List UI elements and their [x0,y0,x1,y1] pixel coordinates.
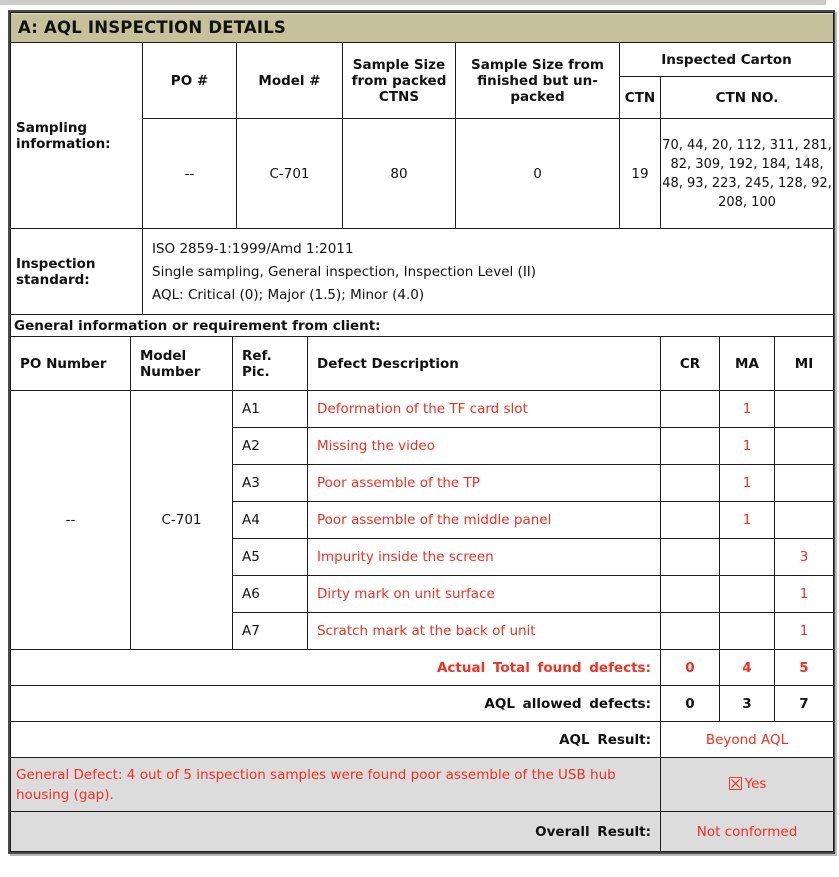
cell-po-value: -- [143,119,237,229]
ma-count-a3: 1 [720,465,775,502]
cell-sample-size-unpacked-value: 0 [456,119,620,229]
checked-checkbox-icon: ☒ [727,774,744,795]
actual-total-ma: 4 [720,650,775,686]
mi-count-a1 [775,391,834,428]
mi-count-a3 [775,465,834,502]
cell-sample-size-packed-value: 80 [343,119,456,229]
actual-total-mi: 5 [775,650,834,686]
ma-count-a5 [720,539,775,576]
aql-allowed-defects-label: AQL allowed defects: [11,686,661,722]
cr-count-a4 [661,502,720,539]
overall-result-label: Overall Result: [11,812,661,852]
ref-pic-a7: A7 [233,613,308,650]
aql-allowed-cr: 0 [661,686,720,722]
cr-count-a3 [661,465,720,502]
column-header-po: PO # [143,43,237,119]
mi-count-a2 [775,428,834,465]
ma-count-a6 [720,576,775,613]
inspection-standard-content [143,229,834,315]
page-title: A: AQL INSPECTION DETAILS [11,13,834,43]
defect-model-value: C-701 [131,391,233,650]
actual-total-defects-label: Actual Total found defects: [11,650,661,686]
ma-count-a1: 1 [720,391,775,428]
aql-allowed-ma: 3 [720,686,775,722]
cr-count-a1 [661,391,720,428]
cell-ctn-value: 19 [620,119,661,229]
column-header-ref-pic: Ref. Pic. [233,337,308,391]
ma-count-a7 [720,613,775,650]
aql-inspection-table [10,12,834,852]
ref-pic-a3: A3 [233,465,308,502]
mi-count-a6: 1 [775,576,834,613]
column-header-sample-size-packed: Sample Size from packed CTNS [343,43,456,119]
inspection-standard-line-2: Single sampling, General inspection, Inspection Level (II) [152,263,537,280]
column-header-defect-description: Defect Description [308,337,661,391]
column-header-sample-size-unpacked: Sample Size from finished but un-packed [456,43,620,119]
sampling-information-label: Sampling information: [11,43,143,229]
mi-count-a4 [775,502,834,539]
column-header-model-number: Model Number [131,337,233,391]
general-defect-yes-cell [661,758,834,812]
overall-result-value: Not conformed [661,812,834,852]
ref-pic-a6: A6 [233,576,308,613]
inspection-standard-line-3: AQL: Critical (0); Major (1.5); Minor (4.0) [152,286,425,303]
defect-description-a4: Poor assemble of the middle panel [308,502,661,539]
aql-result-value: Beyond AQL [661,722,834,758]
defect-row [11,391,834,428]
ma-count-a4: 1 [720,502,775,539]
general-information-heading: General information or requirement from client: [11,315,834,337]
column-header-ctn-no: CTN NO. [661,77,834,119]
column-header-model: Model # [237,43,343,119]
ref-pic-a5: A5 [233,539,308,576]
inspection-standard-label: Inspection standard: [11,229,143,315]
ref-pic-a2: A2 [233,428,308,465]
cr-count-a6 [661,576,720,613]
column-header-ctn: CTN [620,77,661,119]
inspection-standard-line-1: ISO 2859-1:1999/Amd 1:2011 [152,240,354,257]
general-defect-note: General Defect: 4 out of 5 inspection samples were found poor assemble of the USB hub housing (gap). [11,758,661,812]
column-header-inspected-carton: Inspected Carton [620,43,834,77]
defect-description-a2: Missing the video [308,428,661,465]
defect-description-a3: Poor assemble of the TP [308,465,661,502]
cr-count-a2 [661,428,720,465]
defect-description-a6: Dirty mark on unit surface [308,576,661,613]
defect-description-a1: Deformation of the TF card slot [308,391,661,428]
cr-count-a5 [661,539,720,576]
cell-ctn-no-value: 70, 44, 20, 112, 311, 281, 82, 309, 192, 184, 148, 48, 93, 223, 245, 128, 92, 208, 100 [661,119,834,229]
column-header-po-number: PO Number [11,337,131,391]
aql-result-label: AQL Result: [11,722,661,758]
defect-po-value: -- [11,391,131,650]
mi-count-a7: 1 [775,613,834,650]
ref-pic-a4: A4 [233,502,308,539]
checkbox-yes-label: Yes [744,776,767,792]
ref-pic-a1: A1 [233,391,308,428]
aql-inspection-report [8,10,835,854]
column-header-ma: MA [720,337,775,391]
column-header-cr: CR [661,337,720,391]
column-header-mi: MI [775,337,834,391]
cell-model-value: C-701 [237,119,343,229]
mi-count-a5: 3 [775,539,834,576]
defect-description-a5: Impurity inside the screen [308,539,661,576]
cr-count-a7 [661,613,720,650]
ma-count-a2: 1 [720,428,775,465]
page-top-strip [0,0,826,5]
aql-allowed-mi: 7 [775,686,834,722]
actual-total-cr: 0 [661,650,720,686]
defect-description-a7: Scratch mark at the back of unit [308,613,661,650]
